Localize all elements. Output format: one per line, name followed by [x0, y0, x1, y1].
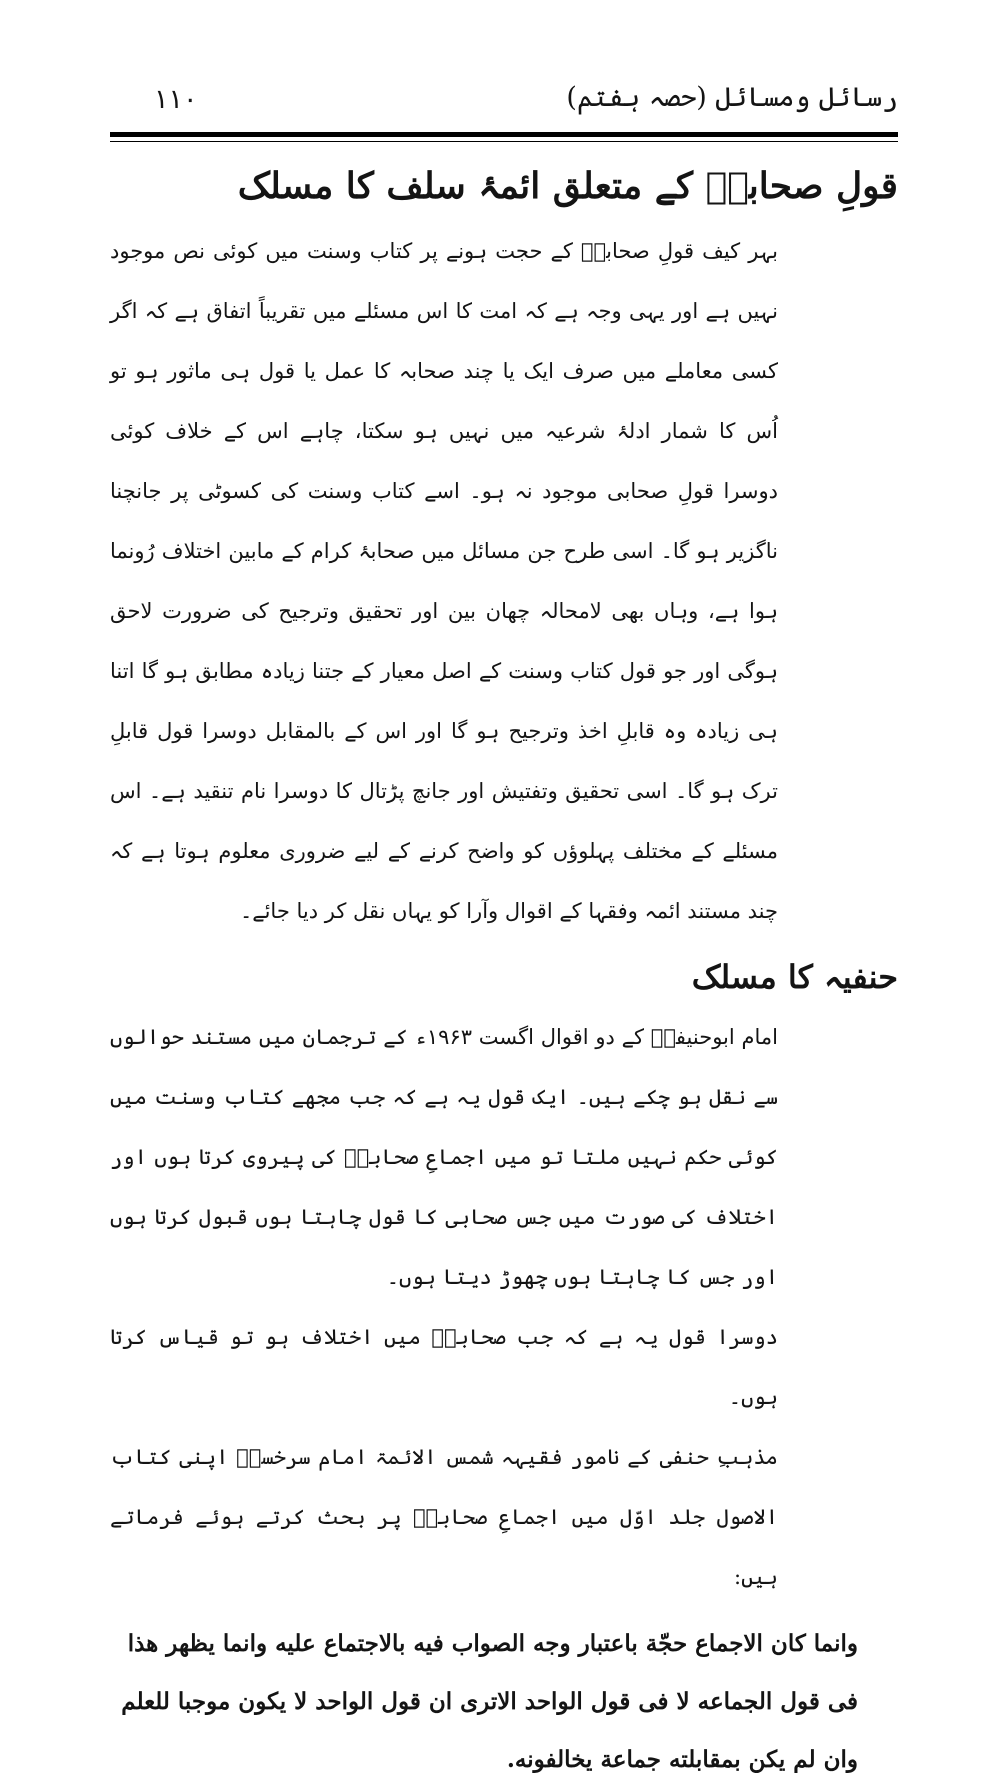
page-number: ۱۱۰ — [154, 84, 198, 115]
header-rule-thick — [110, 132, 898, 137]
sarakhsi-paragraph: مذہبِ حنفی کے نامور فقیہہ شمس الائمۃ امام سرخسیؒ اپنی کتاب الاصول جلد اوّل میں اجماعِ صحابہؓ پر بحث کرتے ہوئے فرماتے ہیں: — [110, 1445, 778, 1590]
page-body — [110, 162, 898, 1789]
second-saying: دوسرا قول یہ ہے کہ جب صحابہؓ میں اختلاف ہو تو قیاس کرتا ہوں۔ — [110, 1325, 778, 1410]
main-heading: قولِ صحابیؓ کے متعلق ائمۂ سلف کا مسلک — [237, 165, 898, 207]
running-header — [110, 82, 898, 126]
hanafi-paragraph: امام ابوحنیفہؒ کے دو اقوال اگست ۱۹۶۳ء کے ترجمان میں مستند حوالوں سے نقل ہو چکے ہیں۔ ایک قول یہ ہے کہ جب مجھے کتاب وسنت میں کوئی حکم نہیں ملتا تو میں اجماعِ صحابہؓ کی پیروی کرتا ہوں اور اختلاف کی صورت میں جس صحابی کا قول چاہتا ہوں قبول کرتا ہوں اور جس کا چاہتا ہوں چھوڑ دیتا ہوں۔ — [110, 1025, 778, 1290]
book-title: رسائل ومسائل (حصہ ہفتم) — [566, 82, 898, 113]
hanafi-heading: حنفیہ کا مسلک — [691, 957, 898, 996]
intro-paragraph: بہر کیف قولِ صحابیؓ کے حجت ہونے پر کتاب وسنت میں کوئی نص موجود نہیں ہے اور یہی وجہ ہے کہ امت کا اس مسئلے میں تقریباً اتفاق ہے کہ اگر کسی معاملے میں صرف ایک یا چند صحابہ کا عمل یا قول ہی ماثور ہو تو اُس کا شمار ادلۂ شرعیہ میں نہیں ہو سکتا، چاہے اس کے خلاف کوئی دوسرا قولِ صحابی موجود نہ ہو۔ اسے کتاب وسنت کی کسوٹی پر جانچنا ناگزیر ہو گا۔ اسی طرح جن مسائل میں صحابۂ کرام کے مابین اختلاف رُونما ہوا ہے، وہاں بھی لامحالہ چھان بین اور تحقیق وترجیح کی ضرورت لاحق ہوگی اور جو قول کتاب وسنت کے اصل معیار کے جتنا زیادہ مطابق ہو گا اتنا ہی زیادہ وہ قابلِ اخذ وترجیح ہو گا اور اس کے بالمقابل دوسرا قول قابلِ ترک ہو گا۔ اسی تحقیق وتفتیش اور جانچ پڑتال کا دوسرا نام تنقید ہے۔ اس مسئلے کے مختلف پہلوؤں کو واضح کرنے کے لیے ضروری معلوم ہوتا ہے کہ چند مستند ائمہ وفقہا کے اقوال وآرا کو یہاں نقل کر دیا جائے۔ — [110, 238, 778, 923]
header-rule-thin — [110, 141, 898, 142]
arabic-quotation: وانما كان الاجماع حجّة باعتبار وجه الصواب فيه بالاجتماع عليه وانما يظهر هذا فى قول الجماعه لا فى قول الواحد الاترى ان قول الواحد لا يكون موجبا للعلم وان لم يكن بمقابلته جماعة يخالفونه. — [121, 1630, 858, 1774]
